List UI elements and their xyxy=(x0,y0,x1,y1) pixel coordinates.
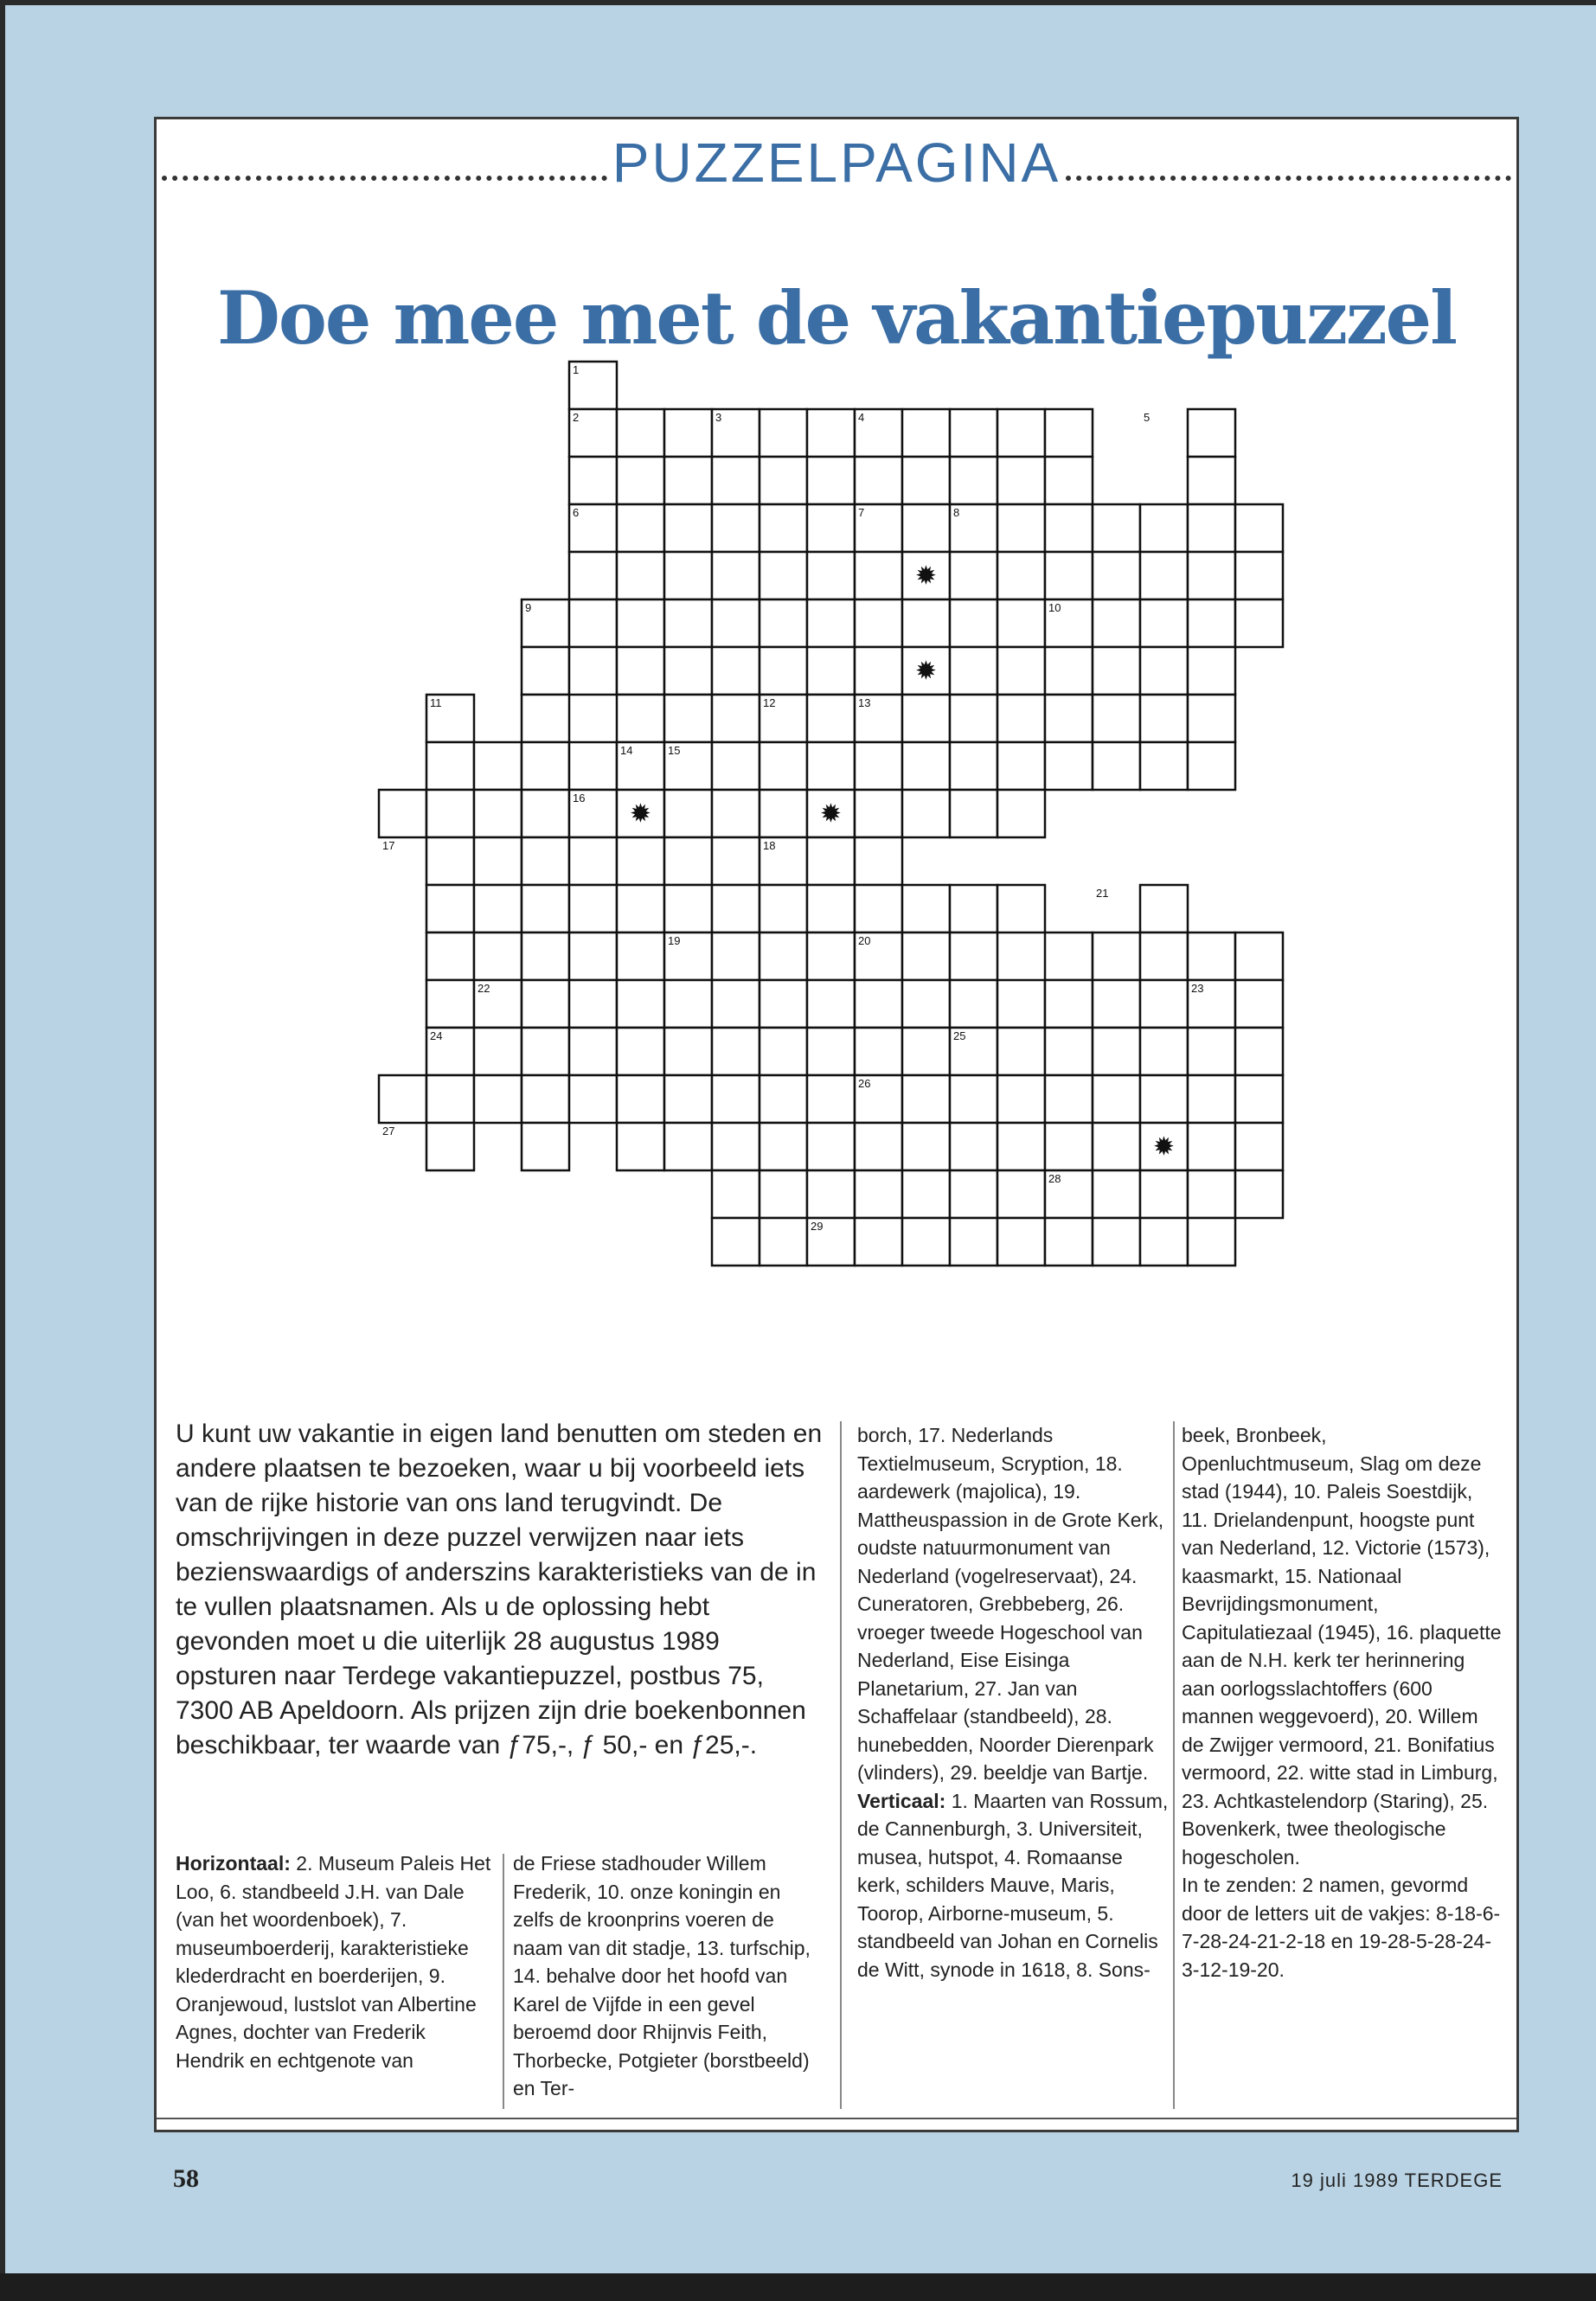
grid-cell[interactable] xyxy=(950,980,997,1028)
grid-cell[interactable] xyxy=(950,1075,997,1123)
grid-cell[interactable] xyxy=(712,885,760,933)
grid-cell[interactable] xyxy=(474,885,522,933)
grid-cell[interactable] xyxy=(760,409,807,457)
grid-cell[interactable] xyxy=(474,837,522,885)
column-divider xyxy=(1173,1421,1175,2109)
grid-cell[interactable] xyxy=(569,1028,617,1075)
grid-cell[interactable] xyxy=(617,1028,664,1075)
grid-cell[interactable] xyxy=(617,933,664,980)
grid-cell[interactable] xyxy=(664,552,712,599)
grid-cell[interactable] xyxy=(664,409,712,457)
grid-cell[interactable] xyxy=(617,647,664,695)
grid-cell[interactable] xyxy=(855,1123,902,1170)
grid-cell[interactable] xyxy=(760,885,807,933)
grid-cell[interactable] xyxy=(1093,599,1140,647)
grid-cell[interactable] xyxy=(1235,1170,1283,1218)
clue-number: 16 xyxy=(573,792,586,804)
grid-cell[interactable] xyxy=(807,599,855,647)
grid-cell[interactable] xyxy=(997,790,1045,837)
grid-cell[interactable] xyxy=(617,552,664,599)
grid-cell[interactable] xyxy=(1188,742,1235,790)
clue-number: 26 xyxy=(858,1077,871,1090)
clues-horizontal-text-1: 2. Museum Paleis Het Loo, 6. standbeeld J.H. van Dale (van het woordenboek), 7. museumboerderij, karakteristieke klederdracht en boerderijen, 9. Oranjewoud, lustslot van Albertine Agnes, dochter van Frederik Hendrik en echtgenote van xyxy=(176,1852,491,2072)
grid-cell[interactable] xyxy=(1140,1075,1188,1123)
grid-cell[interactable] xyxy=(1140,885,1188,933)
grid-cell[interactable] xyxy=(1093,742,1140,790)
grid-cell[interactable] xyxy=(760,933,807,980)
grid-cell[interactable] xyxy=(1093,695,1140,742)
grid-cell[interactable] xyxy=(997,504,1045,552)
grid-cell[interactable] xyxy=(760,742,807,790)
grid-cell[interactable] xyxy=(1093,1075,1140,1123)
grid-cell[interactable] xyxy=(1140,504,1188,552)
grid-cell[interactable] xyxy=(712,790,760,837)
grid-cell[interactable] xyxy=(569,837,617,885)
grid-cell[interactable] xyxy=(617,695,664,742)
column-divider xyxy=(503,1854,504,2109)
grid-cell[interactable] xyxy=(950,885,997,933)
grid-cell[interactable] xyxy=(950,647,997,695)
grid-cell[interactable] xyxy=(1093,1123,1140,1170)
grid-cell[interactable] xyxy=(712,1075,760,1123)
clue-number: 11 xyxy=(430,696,442,709)
grid-cell[interactable] xyxy=(522,695,569,742)
grid-cell[interactable] xyxy=(855,1170,902,1218)
clue-number: 28 xyxy=(1048,1172,1061,1185)
grid-cell[interactable] xyxy=(902,1170,950,1218)
grid-cell[interactable] xyxy=(760,504,807,552)
grid-cell[interactable] xyxy=(712,457,760,504)
grid-cell[interactable] xyxy=(1045,1218,1093,1266)
grid-cell[interactable] xyxy=(997,599,1045,647)
clue-number: 9 xyxy=(525,601,532,614)
grid-cell[interactable] xyxy=(950,695,997,742)
grid-cell[interactable] xyxy=(569,599,617,647)
clues-vertical-text-2: beek, Bronbeek, Openluchtmuseum, Slag om deze stad (1944), 10. Paleis Soestdijk, 11. Drielandenpunt, hoogste punt van Nederland, 12. Victorie (1573), kaasmarkt, 15. Nationaal Bevrijdingsmonument, Capitulatiezaal (1945), 16. plaquette aan de N.H. kerk ter herinnering aan oorlogsslachtoffers (600 mannen weggevoerd), 20. Willem de Zwijger vermoord, 21. Bonifatius vermoord, 22. witte stad in Limburg, 23. Achtkastelendorp (Staring), 25. Bovenkerk, twee theologische hogescholen. xyxy=(1182,1424,1502,1868)
clues-horizontal-text-3: borch, 17. Nederlands Textielmuseum, Scryption, 18. aardewerk (majolica), 19. Mattheuspassion in de Grote Kerk, oudste natuurmonument van Nederland (vogelreservaat), 24. Cuneratoren, Grebbeberg, 26. vroeger tweede Hogeschool van Nederland, Eise Eisinga Planetarium, 27. Jan van Schaffelaar (standbeeld), 28. hunebedden, Noorder Dierenpark (vlinders), 29. beeldje van Bartje. xyxy=(857,1424,1164,1784)
clue-number: 8 xyxy=(953,506,960,519)
grid-cell[interactable] xyxy=(902,457,950,504)
grid-cell[interactable] xyxy=(760,599,807,647)
grid-cell[interactable] xyxy=(1188,409,1235,457)
grid-cell[interactable] xyxy=(1045,409,1093,457)
grid-cell[interactable] xyxy=(997,980,1045,1028)
grid-cell[interactable] xyxy=(1140,1218,1188,1266)
grid-cell[interactable] xyxy=(569,980,617,1028)
grid-cell[interactable] xyxy=(902,790,950,837)
clues-column-4 xyxy=(1182,1421,1503,1984)
puzzle-page xyxy=(154,117,1519,2132)
grid-cell[interactable] xyxy=(617,409,664,457)
star-icon: ✹ xyxy=(1152,1131,1176,1163)
grid-cell[interactable] xyxy=(1045,647,1093,695)
grid-cell[interactable] xyxy=(1045,1123,1093,1170)
grid-cell[interactable] xyxy=(760,457,807,504)
grid-cell[interactable] xyxy=(474,1075,522,1123)
crossword-grid[interactable] xyxy=(157,119,1522,1417)
grid-cell[interactable] xyxy=(807,980,855,1028)
grid-cell[interactable] xyxy=(807,409,855,457)
grid-cell[interactable] xyxy=(950,933,997,980)
grid-cell[interactable] xyxy=(426,885,474,933)
grid-cell[interactable] xyxy=(474,1028,522,1075)
clues-vertical-label: Verticaal: xyxy=(857,1789,946,1812)
footer-rule xyxy=(157,2118,1516,2119)
grid-cell[interactable] xyxy=(855,837,902,885)
grid-cell[interactable] xyxy=(807,742,855,790)
grid-cell[interactable] xyxy=(664,790,712,837)
clue-number: 14 xyxy=(620,744,633,757)
grid-cell[interactable] xyxy=(1140,980,1188,1028)
grid-cell[interactable] xyxy=(1045,980,1093,1028)
grid-cell[interactable] xyxy=(902,504,950,552)
grid-cell[interactable] xyxy=(1045,1075,1093,1123)
grid-cell[interactable] xyxy=(664,457,712,504)
grid-cell[interactable] xyxy=(1140,695,1188,742)
grid-cell[interactable] xyxy=(1140,599,1188,647)
grid-cell[interactable] xyxy=(712,1123,760,1170)
grid-cell[interactable] xyxy=(1093,1028,1140,1075)
grid-cell[interactable] xyxy=(1045,1028,1093,1075)
grid-cell[interactable] xyxy=(855,552,902,599)
grid-cell[interactable] xyxy=(1235,1075,1283,1123)
grid-cell[interactable] xyxy=(807,1123,855,1170)
grid-cell[interactable] xyxy=(1140,647,1188,695)
grid-cell[interactable] xyxy=(1093,504,1140,552)
grid-cell[interactable] xyxy=(664,599,712,647)
grid-cell[interactable] xyxy=(1188,1218,1235,1266)
grid-cell[interactable] xyxy=(950,1170,997,1218)
grid-cell[interactable] xyxy=(426,742,474,790)
grid-cell[interactable] xyxy=(997,409,1045,457)
clues-horizontal-label: Horizontaal: xyxy=(176,1852,291,1875)
grid-cell[interactable] xyxy=(522,1075,569,1123)
grid-cell[interactable] xyxy=(1140,933,1188,980)
grid-cell[interactable] xyxy=(426,1123,474,1170)
grid-cell[interactable] xyxy=(712,599,760,647)
grid-cell[interactable] xyxy=(1235,980,1283,1028)
page-title: Doe mee met de vakantiepuzzel xyxy=(216,275,1456,361)
grid-cell[interactable] xyxy=(522,790,569,837)
grid-cell[interactable] xyxy=(1093,1170,1140,1218)
grid-cell[interactable] xyxy=(902,695,950,742)
clue-number: 25 xyxy=(953,1029,966,1042)
grid-cell[interactable] xyxy=(807,552,855,599)
grid-cell[interactable] xyxy=(760,1028,807,1075)
grid-cell[interactable] xyxy=(426,790,474,837)
grid-cell[interactable] xyxy=(1188,1170,1235,1218)
grid-cell[interactable] xyxy=(1188,647,1235,695)
clue-number: 18 xyxy=(763,839,776,852)
grid-cell[interactable] xyxy=(569,457,617,504)
grid-cell[interactable] xyxy=(1235,1028,1283,1075)
grid-cell[interactable] xyxy=(855,457,902,504)
grid-cell[interactable] xyxy=(522,885,569,933)
grid-cell[interactable] xyxy=(664,1075,712,1123)
grid-cell[interactable] xyxy=(1045,695,1093,742)
grid-cell[interactable] xyxy=(1188,552,1235,599)
grid-cell[interactable] xyxy=(855,742,902,790)
grid-cell[interactable] xyxy=(902,1028,950,1075)
grid-cell[interactable] xyxy=(379,1075,426,1123)
grid-cell[interactable] xyxy=(807,504,855,552)
grid-cell[interactable] xyxy=(1188,1123,1235,1170)
grid-cell[interactable] xyxy=(617,1075,664,1123)
grid-cell[interactable] xyxy=(1188,504,1235,552)
grid-cell[interactable] xyxy=(1093,552,1140,599)
grid-cell[interactable] xyxy=(664,885,712,933)
grid-cell[interactable] xyxy=(712,695,760,742)
grid-cell[interactable] xyxy=(997,552,1045,599)
grid-cell[interactable] xyxy=(617,599,664,647)
star-icon: ✹ xyxy=(914,561,938,592)
grid-cell[interactable] xyxy=(1188,933,1235,980)
clue-number: 5 xyxy=(1144,411,1151,424)
grid-cell[interactable] xyxy=(522,742,569,790)
grid-cell[interactable] xyxy=(950,409,997,457)
clue-number: 27 xyxy=(382,1125,395,1138)
grid-cell[interactable] xyxy=(760,1218,807,1266)
grid-cell[interactable] xyxy=(807,647,855,695)
intro-paragraph: U kunt uw vakantie in eigen land benutten om steden en andere plaatsen te bezoeken, waar u bij voorbeeld iets van de rijke historie van ons land terugvindt. De omschrijvingen in deze puzzel verwijzen naar iets bezienswaardigs of anderszins karakteristieks van de in te vullen plaatsnamen. Als u de oplossing hebt gevonden moet u die uiterlijk 28 augustus 1989 opsturen naar Terdege vakantiepuzzel, postbus 75, 7300 AB Apeldoorn. Als prijzen zijn drie boekenbonnen beschikbaar, ter waarde van ƒ75,-, ƒ 50,- en ƒ25,-. xyxy=(176,1420,823,1759)
grid-cell[interactable] xyxy=(617,457,664,504)
grid-cell[interactable] xyxy=(664,1028,712,1075)
grid-cell[interactable] xyxy=(1140,742,1188,790)
grid-cell[interactable] xyxy=(1045,742,1093,790)
grid-cell[interactable] xyxy=(569,1075,617,1123)
grid-cell[interactable] xyxy=(522,1123,569,1170)
column-divider xyxy=(840,1421,842,2109)
grid-cell[interactable] xyxy=(997,695,1045,742)
grid-cell[interactable] xyxy=(902,980,950,1028)
grid-cell[interactable] xyxy=(1188,1028,1235,1075)
clue-number: 13 xyxy=(858,696,871,709)
grid-cell[interactable] xyxy=(569,742,617,790)
grid-cell[interactable] xyxy=(997,1123,1045,1170)
grid-cell[interactable] xyxy=(1093,933,1140,980)
grid-cell[interactable] xyxy=(855,980,902,1028)
grid-cell[interactable] xyxy=(997,457,1045,504)
grid-cell[interactable] xyxy=(760,1123,807,1170)
grid-cell[interactable] xyxy=(569,552,617,599)
clue-number: 15 xyxy=(668,744,681,757)
grid-cell[interactable] xyxy=(617,837,664,885)
grid-cell[interactable] xyxy=(760,647,807,695)
grid-cell[interactable] xyxy=(617,885,664,933)
grid-cell[interactable] xyxy=(712,933,760,980)
clue-number: 6 xyxy=(573,506,580,519)
grid-cell[interactable] xyxy=(760,1075,807,1123)
grid-cell[interactable] xyxy=(807,885,855,933)
grid-cell[interactable] xyxy=(664,695,712,742)
grid-cell[interactable] xyxy=(379,790,426,837)
grid-cell[interactable] xyxy=(1188,457,1235,504)
grid-cell[interactable] xyxy=(950,1218,997,1266)
grid-cell[interactable] xyxy=(664,1123,712,1170)
grid-cell[interactable] xyxy=(426,837,474,885)
grid-cell[interactable] xyxy=(617,504,664,552)
star-icon: ✹ xyxy=(914,656,938,687)
grid-cell[interactable] xyxy=(474,933,522,980)
grid-cell[interactable] xyxy=(426,980,474,1028)
grid-cell[interactable] xyxy=(855,1028,902,1075)
grid-cell[interactable] xyxy=(712,980,760,1028)
clues-horizontal-part-2: de Friese stadhouder Willem Frederik, 10. onze koningin en zelfs de kroonprins voeren de naam van dit stadje, 13. turfschip, 14. behalve door het hoofd van Karel de Vijfde in een gevel beroemd door Rhijnvis Feith, Thorbecke, Potgieter (borstbeeld) en Ter- xyxy=(513,1852,811,2099)
grid-cell[interactable] xyxy=(855,790,902,837)
grid-cell[interactable] xyxy=(1093,980,1140,1028)
grid-cell[interactable] xyxy=(712,1218,760,1266)
grid-cell[interactable] xyxy=(522,1028,569,1075)
grid-cell[interactable] xyxy=(855,885,902,933)
grid-cell[interactable] xyxy=(1045,933,1093,980)
grid-cell[interactable] xyxy=(712,647,760,695)
grid-cell[interactable] xyxy=(902,1123,950,1170)
clue-number: 23 xyxy=(1191,982,1204,995)
grid-cell[interactable] xyxy=(522,837,569,885)
grid-cell[interactable] xyxy=(950,599,997,647)
grid-cell[interactable] xyxy=(522,647,569,695)
grid-cell[interactable] xyxy=(474,742,522,790)
grid-cell[interactable] xyxy=(902,1218,950,1266)
clue-number: 12 xyxy=(763,696,776,709)
grid-cell[interactable] xyxy=(902,742,950,790)
grid-cell[interactable] xyxy=(807,837,855,885)
grid-cell[interactable] xyxy=(1235,504,1283,552)
grid-cell[interactable] xyxy=(1140,1170,1188,1218)
grid-cell[interactable] xyxy=(617,1123,664,1170)
grid-cell[interactable] xyxy=(950,790,997,837)
issue-date: 19 juli 1989 TERDEGE xyxy=(1291,2170,1503,2191)
grid-cell[interactable] xyxy=(712,837,760,885)
grid-cell[interactable] xyxy=(712,1170,760,1218)
clue-number: 10 xyxy=(1048,601,1061,614)
grid-cell[interactable] xyxy=(569,885,617,933)
grid-cell[interactable] xyxy=(997,1028,1045,1075)
grid-cell[interactable] xyxy=(902,885,950,933)
grid-cell[interactable] xyxy=(522,933,569,980)
grid-cell[interactable] xyxy=(1045,457,1093,504)
clue-number: 21 xyxy=(1096,887,1109,900)
grid-cell[interactable] xyxy=(617,980,664,1028)
clues-vertical-text-1: 1. Maarten van Rossum, de Cannenburgh, 3. Universiteit, musea, hutspot, 4. Romaanse kerk, schilders Mauve, Maris, Toorop, Airborne-museum, 5. standbeeld van Johan en Cornelis de Witt, synode in 1618, 8. Sons- xyxy=(857,1789,1169,1981)
grid-cell[interactable] xyxy=(664,837,712,885)
grid-cell[interactable] xyxy=(950,552,997,599)
grid-cell[interactable] xyxy=(950,1123,997,1170)
clue-number: 29 xyxy=(811,1220,824,1233)
grid-cell[interactable] xyxy=(712,552,760,599)
grid-cell[interactable] xyxy=(997,1218,1045,1266)
grid-cell[interactable] xyxy=(807,1075,855,1123)
grid-cell[interactable] xyxy=(712,742,760,790)
clue-number: 7 xyxy=(858,506,865,519)
grid-cell[interactable] xyxy=(664,647,712,695)
grid-cell[interactable] xyxy=(807,1028,855,1075)
grid-cell[interactable] xyxy=(997,742,1045,790)
clue-number: 24 xyxy=(430,1029,443,1042)
clue-number: 3 xyxy=(715,411,722,424)
grid-cell[interactable] xyxy=(1235,933,1283,980)
submit-instructions: In te zenden: 2 namen, gevormd door de letters uit de vakjes: 8-18-6-7-28-24-21-2-18 en 19-28-5-28-24-3-12-19-20. xyxy=(1182,1874,1501,1981)
grid-cell[interactable] xyxy=(664,980,712,1028)
clues-column-3 xyxy=(857,1421,1169,1984)
grid-cell[interactable] xyxy=(950,742,997,790)
grid-cell[interactable] xyxy=(1045,504,1093,552)
grid-cell[interactable] xyxy=(902,409,950,457)
clue-number: 22 xyxy=(478,982,490,995)
grid-cell[interactable] xyxy=(1045,552,1093,599)
clue-number: 1 xyxy=(573,363,580,376)
grid-cell[interactable] xyxy=(997,647,1045,695)
star-icon: ✹ xyxy=(819,798,843,830)
grid-cell[interactable] xyxy=(997,1075,1045,1123)
page-number: 58 xyxy=(173,2164,199,2193)
grid-cell[interactable] xyxy=(902,1075,950,1123)
grid-cell[interactable] xyxy=(807,1170,855,1218)
clues-horizontal-part-1 xyxy=(176,1849,496,2074)
grid-cell[interactable] xyxy=(426,1075,474,1123)
grid-cell[interactable] xyxy=(664,504,712,552)
grid-cell[interactable] xyxy=(760,1170,807,1218)
grid-cell[interactable] xyxy=(997,1170,1045,1218)
grid-cell[interactable] xyxy=(902,933,950,980)
grid-cell[interactable] xyxy=(1235,1123,1283,1170)
grid-cell[interactable] xyxy=(1140,1028,1188,1075)
grid-cell[interactable] xyxy=(950,457,997,504)
clue-number: 2 xyxy=(573,411,580,424)
grid-cell[interactable] xyxy=(569,647,617,695)
bottom-edge xyxy=(0,2273,1596,2301)
grid-cell[interactable] xyxy=(1235,599,1283,647)
grid-cell[interactable] xyxy=(522,980,569,1028)
section-label: PUZZELPAGINA xyxy=(612,131,1061,194)
grid-cell[interactable] xyxy=(902,599,950,647)
grid-cell[interactable] xyxy=(712,504,760,552)
grid-cell[interactable] xyxy=(760,980,807,1028)
clue-number: 4 xyxy=(858,411,865,424)
grid-cell[interactable] xyxy=(760,790,807,837)
clue-number: 19 xyxy=(668,934,681,947)
grid-cell[interactable] xyxy=(807,933,855,980)
grid-cell[interactable] xyxy=(997,885,1045,933)
grid-cell[interactable] xyxy=(426,933,474,980)
star-icon: ✹ xyxy=(629,798,652,830)
grid-cell[interactable] xyxy=(855,599,902,647)
clue-number: 20 xyxy=(858,934,871,947)
grid-cell[interactable] xyxy=(855,647,902,695)
grid-cell[interactable] xyxy=(807,695,855,742)
grid-cell[interactable] xyxy=(1093,647,1140,695)
grid-cell[interactable] xyxy=(760,552,807,599)
grid-cell[interactable] xyxy=(712,1028,760,1075)
grid-cell[interactable] xyxy=(1188,695,1235,742)
grid-cell[interactable] xyxy=(1235,552,1283,599)
grid-cell[interactable] xyxy=(569,933,617,980)
clue-number: 17 xyxy=(382,839,395,852)
grid-cell[interactable] xyxy=(1188,1075,1235,1123)
grid-cell[interactable] xyxy=(474,790,522,837)
grid-cell[interactable] xyxy=(807,457,855,504)
grid-cell[interactable] xyxy=(1188,599,1235,647)
grid-cell[interactable] xyxy=(1093,1218,1140,1266)
grid-cell[interactable] xyxy=(855,1218,902,1266)
grid-cell[interactable] xyxy=(1140,552,1188,599)
